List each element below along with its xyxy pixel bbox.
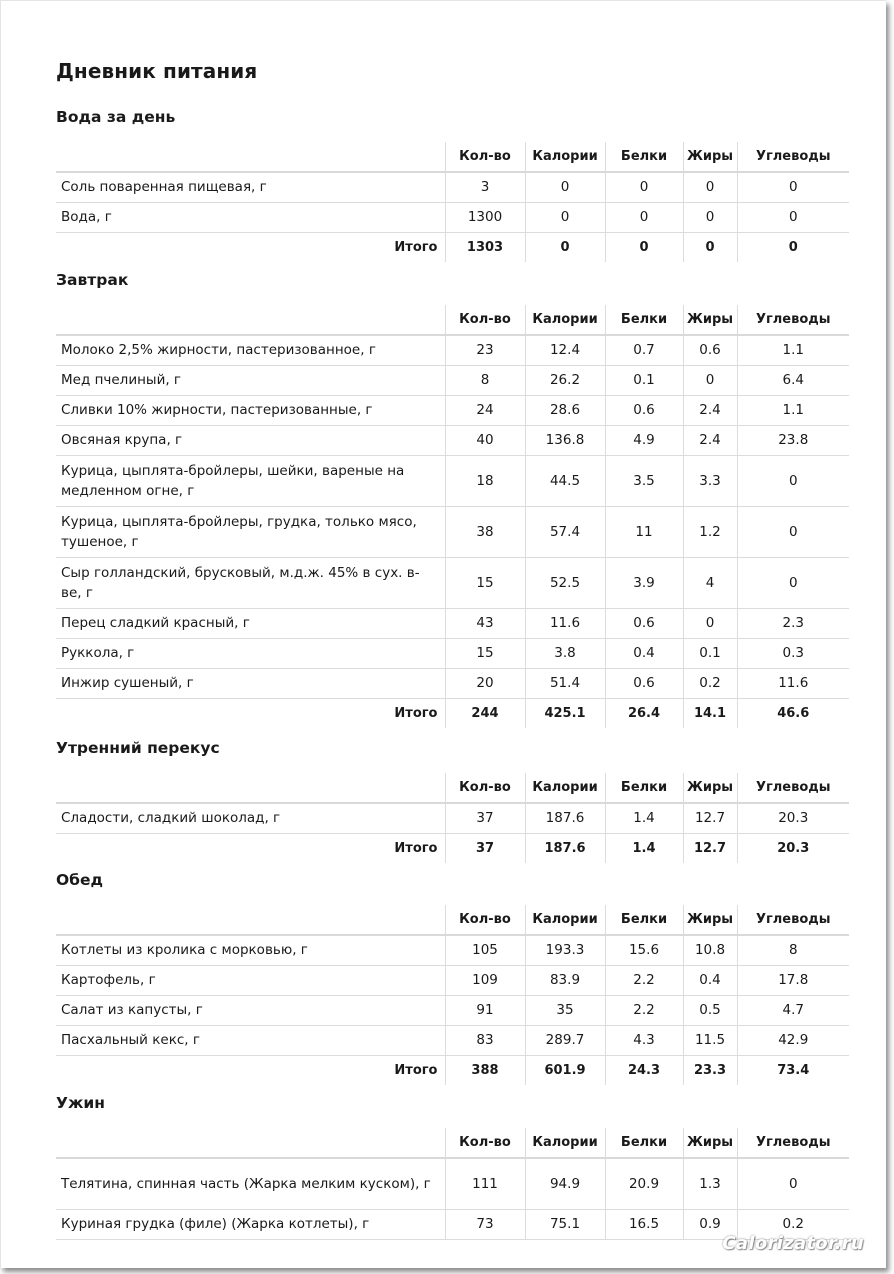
food-protein: 0.7 [605, 335, 683, 365]
food-carbs: 8 [737, 935, 849, 965]
table-header-row [56, 305, 849, 335]
food-carbs: 0.2 [737, 1209, 849, 1239]
table-row [56, 557, 849, 608]
food-calories: 26.2 [525, 365, 605, 395]
food-name: Салат из капусты, г [56, 995, 445, 1025]
food-fat: 3.3 [683, 455, 737, 506]
food-calories: 12.4 [525, 335, 605, 365]
total-qty: 244 [445, 698, 525, 728]
header-calories: Калории [525, 773, 605, 803]
food-name: Куриная грудка (филе) (Жарка котлеты), г [56, 1209, 445, 1239]
header-qty: Кол-во [445, 142, 525, 172]
header-protein: Белки [605, 905, 683, 935]
food-qty: 37 [445, 803, 525, 833]
section-water [56, 104, 849, 262]
food-carbs: 0 [737, 172, 849, 202]
food-carbs: 0 [737, 506, 849, 557]
table-row [56, 668, 849, 698]
food-protein: 2.2 [605, 995, 683, 1025]
food-table [56, 773, 849, 863]
food-name: Овсяная крупа, г [56, 425, 445, 455]
total-carbs: 0 [737, 232, 849, 262]
food-calories: 75.1 [525, 1209, 605, 1239]
total-label: Итого [394, 705, 438, 721]
food-qty: 109 [445, 965, 525, 995]
table-row [56, 935, 849, 965]
total-protein: 24.3 [605, 1055, 683, 1085]
food-qty: 43 [445, 608, 525, 638]
food-carbs: 17.8 [737, 965, 849, 995]
food-protein: 0.6 [605, 395, 683, 425]
food-fat: 0.5 [683, 995, 737, 1025]
table-header-row [56, 142, 849, 172]
food-protein: 3.9 [605, 557, 683, 608]
food-carbs: 2.3 [737, 608, 849, 638]
section-breakfast [56, 267, 849, 728]
food-fat: 0.6 [683, 335, 737, 365]
food-protein: 1.4 [605, 803, 683, 833]
section-title: Завтрак [56, 271, 129, 289]
header-protein: Белки [605, 773, 683, 803]
section-title: Вода за день [56, 108, 176, 126]
food-fat: 10.8 [683, 935, 737, 965]
food-qty: 111 [445, 1158, 525, 1209]
food-calories: 136.8 [525, 425, 605, 455]
food-name: Молоко 2,5% жирности, пастеризованное, г [56, 335, 445, 365]
food-fat: 1.2 [683, 506, 737, 557]
food-calories: 35 [525, 995, 605, 1025]
header-name [56, 773, 445, 803]
food-protein: 11 [605, 506, 683, 557]
total-fat: 23.3 [683, 1055, 737, 1085]
food-calories: 187.6 [525, 803, 605, 833]
food-name: Картофель, г [56, 965, 445, 995]
food-carbs: 6.4 [737, 365, 849, 395]
food-calories: 11.6 [525, 608, 605, 638]
header-name [56, 1128, 445, 1158]
food-name: Телятина, спинная часть (Жарка мелким куском), г [56, 1158, 445, 1209]
food-protein: 0.6 [605, 668, 683, 698]
header-name [56, 142, 445, 172]
table-header-row [56, 1128, 849, 1158]
food-calories: 289.7 [525, 1025, 605, 1055]
food-calories: 44.5 [525, 455, 605, 506]
food-qty: 8 [445, 365, 525, 395]
food-fat: 0 [683, 608, 737, 638]
food-calories: 57.4 [525, 506, 605, 557]
header-name [56, 305, 445, 335]
table-row [56, 172, 849, 202]
food-qty: 18 [445, 455, 525, 506]
food-qty: 3 [445, 172, 525, 202]
food-carbs: 0 [737, 1158, 849, 1209]
food-name: Пасхальный кекс, г [56, 1025, 445, 1055]
header-fat: Жиры [683, 305, 737, 335]
food-name: Сыр голландский, брусковый, м.д.ж. 45% в сух. в-ве, г [56, 557, 445, 608]
section-title: Ужин [56, 1094, 105, 1112]
food-qty: 15 [445, 557, 525, 608]
food-protein: 0.1 [605, 365, 683, 395]
total-row [56, 698, 849, 728]
food-qty: 23 [445, 335, 525, 365]
food-fat: 0 [683, 202, 737, 232]
total-row [56, 232, 849, 262]
food-calories: 3.8 [525, 638, 605, 668]
food-fat: 11.5 [683, 1025, 737, 1055]
food-fat: 12.7 [683, 803, 737, 833]
table-row [56, 638, 849, 668]
food-fat: 1.3 [683, 1158, 737, 1209]
section-title: Обед [56, 871, 104, 889]
food-carbs: 11.6 [737, 668, 849, 698]
table-row [56, 365, 849, 395]
food-qty: 20 [445, 668, 525, 698]
header-protein: Белки [605, 142, 683, 172]
total-qty: 37 [445, 833, 525, 863]
header-qty: Кол-во [445, 905, 525, 935]
food-name: Котлеты из кролика с морковью, г [56, 935, 445, 965]
section-title: Утренний перекус [56, 739, 220, 757]
food-table [56, 142, 849, 262]
food-calories: 0 [525, 202, 605, 232]
food-fat: 0.4 [683, 965, 737, 995]
food-protein: 0.4 [605, 638, 683, 668]
food-calories: 0 [525, 172, 605, 202]
total-row [56, 833, 849, 863]
table-row [56, 803, 849, 833]
table-row [56, 455, 849, 506]
food-carbs: 0.3 [737, 638, 849, 668]
food-carbs: 42.9 [737, 1025, 849, 1055]
food-carbs: 0 [737, 557, 849, 608]
total-protein: 26.4 [605, 698, 683, 728]
table-row [56, 995, 849, 1025]
food-fat: 2.4 [683, 395, 737, 425]
food-table [56, 1128, 849, 1240]
food-protein: 4.9 [605, 425, 683, 455]
section-morning-snack [56, 735, 849, 863]
header-name [56, 905, 445, 935]
food-name: Перец сладкий красный, г [56, 608, 445, 638]
total-qty: 1303 [445, 232, 525, 262]
total-calories: 0 [525, 232, 605, 262]
header-calories: Калории [525, 905, 605, 935]
food-name: Руккола, г [56, 638, 445, 668]
food-protein: 16.5 [605, 1209, 683, 1239]
total-carbs: 46.6 [737, 698, 849, 728]
header-carbs: Углеводы [737, 305, 849, 335]
total-label: Итого [394, 1062, 438, 1078]
food-name: Мед пчелиный, г [56, 365, 445, 395]
food-fat: 4 [683, 557, 737, 608]
total-protein: 1.4 [605, 833, 683, 863]
food-name: Курица, цыплята-бройлеры, шейки, вареные на медленном огне, г [56, 455, 445, 506]
food-protein: 0 [605, 172, 683, 202]
food-name: Сливки 10% жирности, пастеризованные, г [56, 395, 445, 425]
total-qty: 388 [445, 1055, 525, 1085]
header-calories: Калории [525, 305, 605, 335]
food-fat: 0 [683, 365, 737, 395]
food-protein: 20.9 [605, 1158, 683, 1209]
page-title: Дневник питания [56, 59, 258, 83]
header-qty: Кол-во [445, 773, 525, 803]
total-carbs: 20.3 [737, 833, 849, 863]
food-calories: 28.6 [525, 395, 605, 425]
food-protein: 4.3 [605, 1025, 683, 1055]
total-calories: 187.6 [525, 833, 605, 863]
food-protein: 0.6 [605, 608, 683, 638]
food-carbs: 0 [737, 202, 849, 232]
food-fat: 2.4 [683, 425, 737, 455]
food-name: Курица, цыплята-бройлеры, грудка, только мясо, тушеное, г [56, 506, 445, 557]
food-carbs: 0 [737, 455, 849, 506]
food-table [56, 905, 849, 1085]
total-label: Итого [394, 840, 438, 856]
header-carbs: Углеводы [737, 773, 849, 803]
food-name: Инжир сушеный, г [56, 668, 445, 698]
food-fat: 0.9 [683, 1209, 737, 1239]
food-fat: 0.1 [683, 638, 737, 668]
food-fat: 0.2 [683, 668, 737, 698]
food-table [56, 305, 849, 728]
food-calories: 83.9 [525, 965, 605, 995]
table-row [56, 425, 849, 455]
food-qty: 15 [445, 638, 525, 668]
table-row [56, 1025, 849, 1055]
total-calories: 425.1 [525, 698, 605, 728]
total-row [56, 1055, 849, 1085]
table-row [56, 395, 849, 425]
total-calories: 601.9 [525, 1055, 605, 1085]
food-calories: 52.5 [525, 557, 605, 608]
section-lunch [56, 867, 849, 1085]
food-name: Сладости, сладкий шоколад, г [56, 803, 445, 833]
table-row [56, 1158, 849, 1209]
total-fat: 14.1 [683, 698, 737, 728]
food-fat: 0 [683, 172, 737, 202]
food-protein: 15.6 [605, 935, 683, 965]
food-qty: 83 [445, 1025, 525, 1055]
header-fat: Жиры [683, 142, 737, 172]
food-carbs: 1.1 [737, 335, 849, 365]
food-name: Вода, г [56, 202, 445, 232]
total-fat: 0 [683, 232, 737, 262]
header-qty: Кол-во [445, 305, 525, 335]
food-protein: 3.5 [605, 455, 683, 506]
header-carbs: Углеводы [737, 1128, 849, 1158]
header-fat: Жиры [683, 773, 737, 803]
total-carbs: 73.4 [737, 1055, 849, 1085]
food-qty: 1300 [445, 202, 525, 232]
food-calories: 51.4 [525, 668, 605, 698]
table-header-row [56, 905, 849, 935]
food-name: Соль поваренная пищевая, г [56, 172, 445, 202]
header-fat: Жиры [683, 905, 737, 935]
table-row [56, 335, 849, 365]
food-qty: 24 [445, 395, 525, 425]
food-qty: 73 [445, 1209, 525, 1239]
total-fat: 12.7 [683, 833, 737, 863]
table-row [56, 202, 849, 232]
total-protein: 0 [605, 232, 683, 262]
table-header-row [56, 773, 849, 803]
food-carbs: 20.3 [737, 803, 849, 833]
header-carbs: Углеводы [737, 142, 849, 172]
table-row [56, 506, 849, 557]
table-row [56, 965, 849, 995]
header-carbs: Углеводы [737, 905, 849, 935]
food-protein: 2.2 [605, 965, 683, 995]
section-dinner [56, 1090, 849, 1240]
header-calories: Калории [525, 142, 605, 172]
food-qty: 105 [445, 935, 525, 965]
food-qty: 91 [445, 995, 525, 1025]
header-calories: Калории [525, 1128, 605, 1158]
food-qty: 40 [445, 425, 525, 455]
food-carbs: 4.7 [737, 995, 849, 1025]
food-protein: 0 [605, 202, 683, 232]
header-protein: Белки [605, 305, 683, 335]
total-label: Итого [394, 239, 438, 255]
food-qty: 38 [445, 506, 525, 557]
food-calories: 193.3 [525, 935, 605, 965]
food-calories: 94.9 [525, 1158, 605, 1209]
food-carbs: 1.1 [737, 395, 849, 425]
food-carbs: 23.8 [737, 425, 849, 455]
watermark-logo: Calorizator.ru [722, 1233, 864, 1254]
header-fat: Жиры [683, 1128, 737, 1158]
header-qty: Кол-во [445, 1128, 525, 1158]
table-row [56, 608, 849, 638]
header-protein: Белки [605, 1128, 683, 1158]
